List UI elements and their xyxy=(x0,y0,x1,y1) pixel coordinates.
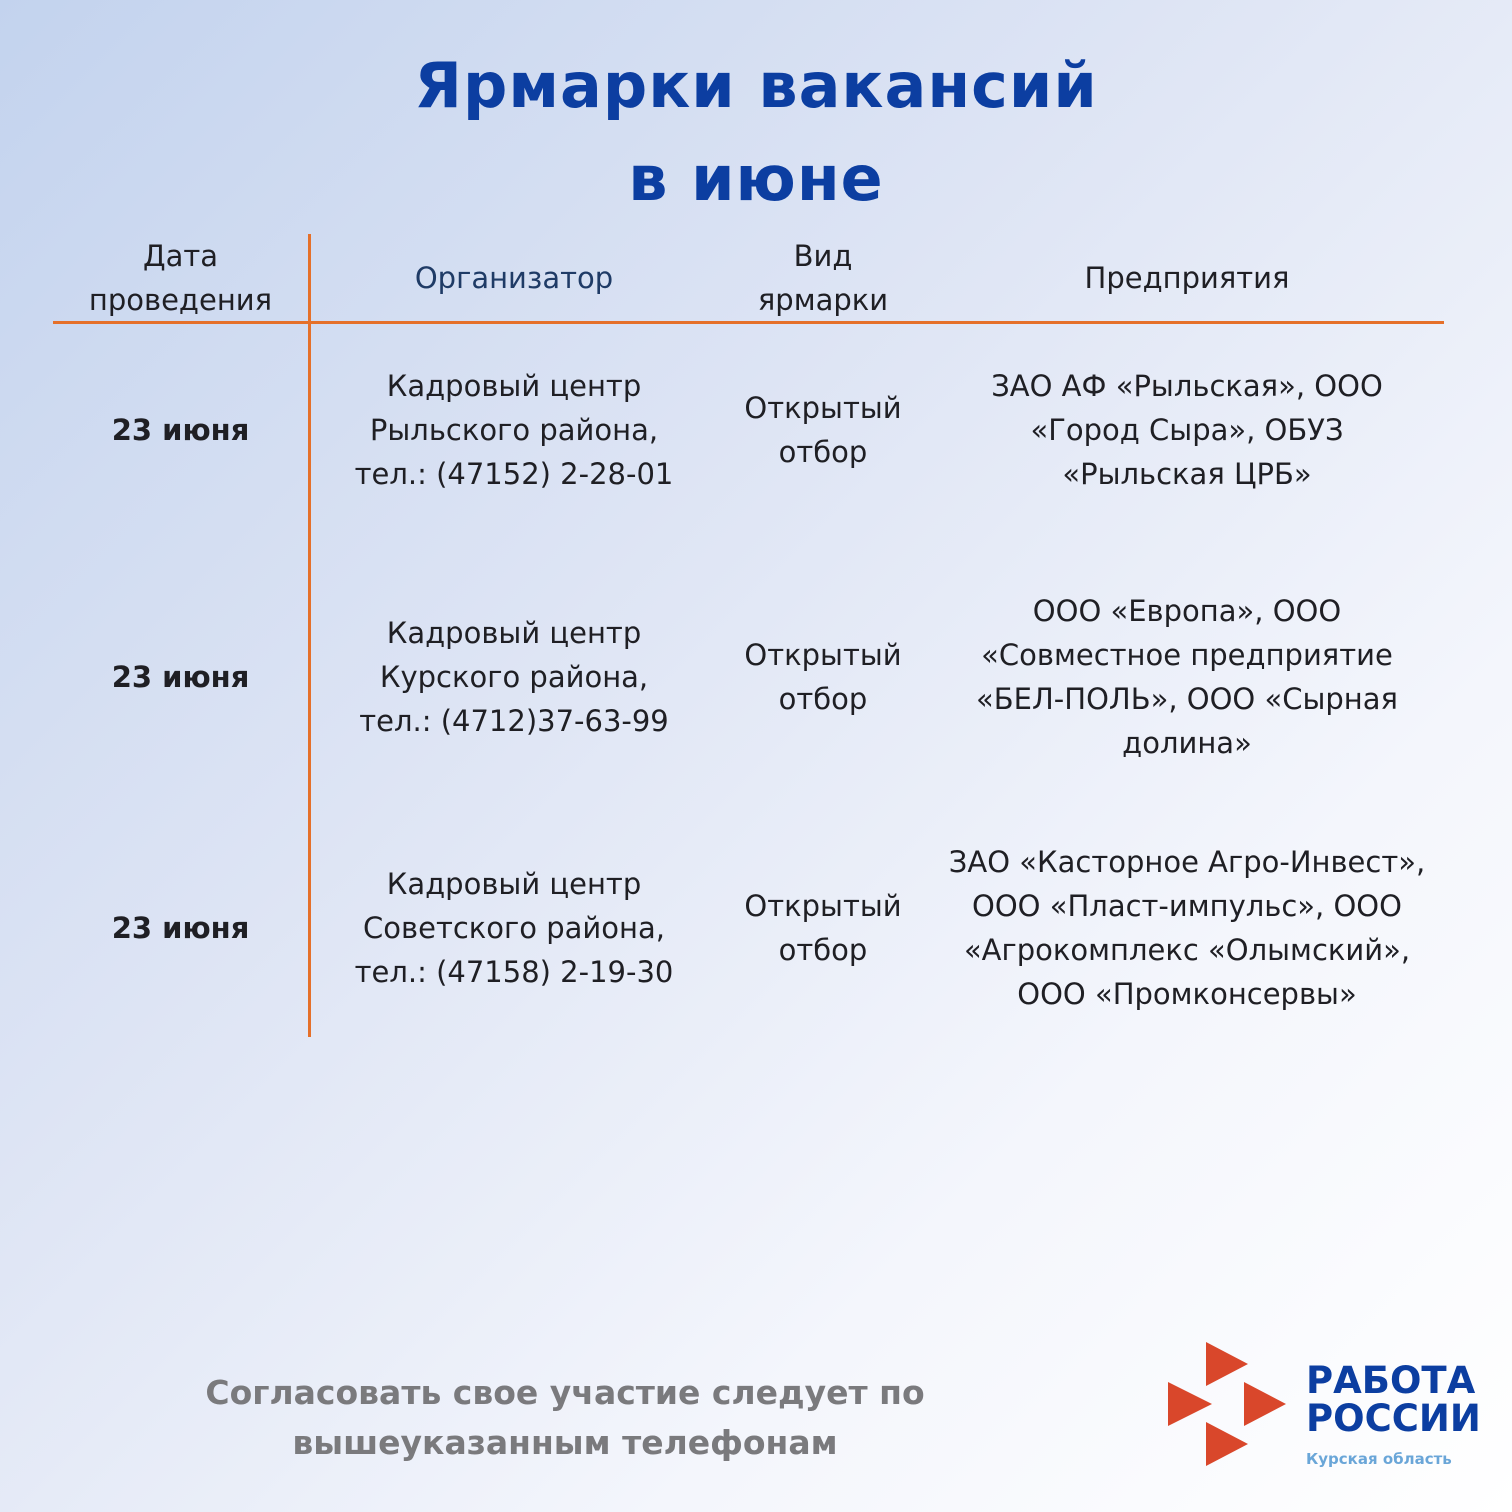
header-date: Дата проведения xyxy=(88,239,273,317)
row3-organizer: Кадровый центр Советского района, тел.: (47158) 2-19-30 xyxy=(354,866,674,989)
footer-note: Согласовать свое участие следует по вышеуказанным телефонам xyxy=(205,1373,925,1462)
row1-kind: Открытый отбор xyxy=(744,391,902,469)
page-title-line1: Ярмарки вакансий xyxy=(414,49,1098,122)
header-organizer: Организатор xyxy=(414,261,614,295)
row3-kind: Открытый отбор xyxy=(744,888,902,967)
header-kind: Вид ярмарки xyxy=(757,239,889,317)
row3-companies: ЗАО «Касторное Агро-Инвест», ООО «Пласт-импульс», ООО «Агрокомплекс «Олымский», ООО «Промконсервы» xyxy=(948,844,1426,1011)
logo-line2: РОССИИ xyxy=(1306,1397,1481,1440)
row1-organizer: Кадровый центр Рыльского района, тел.: (47152) 2-28-01 xyxy=(354,369,674,491)
row1-date: 23 июня xyxy=(111,413,250,447)
logo-wordmark xyxy=(1306,1359,1506,1440)
row2-companies: ООО «Европа», ООО «Совместное предприятие «БЕЛ-ПОЛЬ», ООО «Сырная долина» xyxy=(976,594,1398,760)
column-divider xyxy=(308,234,311,1037)
row3-date: 23 июня xyxy=(111,910,250,945)
logo-line1: РАБОТА xyxy=(1306,1359,1476,1402)
header-companies: Предприятия xyxy=(1084,261,1290,295)
row2-organizer: Кадровый центр Курского района, тел.: (4712)37-63-99 xyxy=(359,616,669,738)
logo-region: Курская область xyxy=(1306,1450,1452,1468)
page-title-line2: в июне xyxy=(628,142,884,215)
row2-date: 23 июня xyxy=(111,660,250,694)
row2-kind: Открытый отбор xyxy=(744,638,902,716)
row1-companies: ЗАО АФ «Рыльская», ООО «Город Сыра», ОБУЗ «Рыльская ЦРБ» xyxy=(991,369,1383,491)
